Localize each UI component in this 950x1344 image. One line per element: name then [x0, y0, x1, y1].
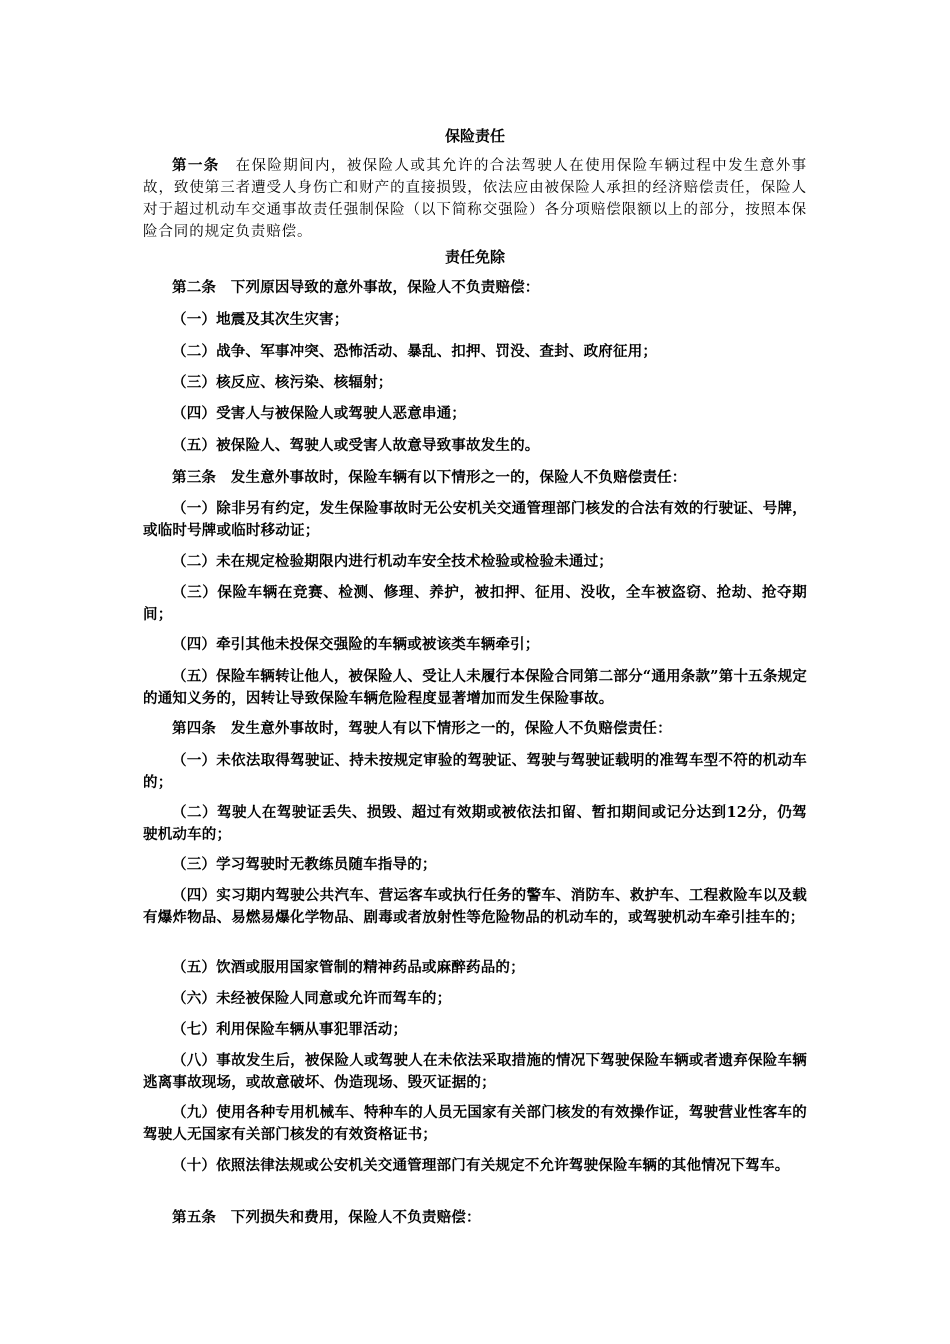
- list-item: （三）核反应、核污染、核辐射；: [172, 374, 393, 391]
- list-item: （七）利用保险车辆从事犯罪活动；: [172, 1021, 408, 1038]
- section-heading-liability: 保险责任: [444, 127, 505, 145]
- list-item: （四）牵引其他未投保交强险的车辆或被该类车辆牵引；: [172, 636, 540, 653]
- list-item: （一）未依法取得驾驶证、持未按规定审验的驾驶证、驾驶与驾驶证载明的准驾车型不符的机动车的；: [143, 752, 807, 791]
- article-3-heading: 第三条 发生意外事故时，保险车辆有以下情形之一的，保险人不负赔偿责任：: [172, 469, 687, 486]
- article-1-text: 在保险期间内，被保险人或其允许的合法驾驶人在使用保险车辆过程中发生意外事故，致使第三者遭受人身伤亡和财产的直接损毁，依法应由被保险人承担的经济赔偿责任，保险人对于超过机动车交通事故责任强制保险（以下简称交强险）各分项赔偿限额以上的部分，按照本保险合同的规定负责赔偿。: [143, 158, 807, 240]
- list-item: （三）学习驾驶时无教练员随车指导的；: [172, 856, 437, 873]
- list-item: （二）未在规定检验期限内进行机动车安全技术检验或检验未通过；: [172, 553, 613, 570]
- section-heading-exclusions: 责任免除: [444, 248, 505, 266]
- article-5-heading: 第五条 下列损失和费用，保险人不负责赔偿：: [172, 1209, 481, 1226]
- list-item: （九）使用各种专用机械车、特种车的人员无国家有关部门核发的有效操作证，驾驶营业性客车的驾驶人无国家有关部门核发的有效资格证书；: [143, 1104, 807, 1143]
- list-item: （六）未经被保险人同意或允许而驾车的；: [172, 990, 452, 1007]
- list-item: （十）依照法律法规或公安机关交通管理部门有关规定不允许驾驶保险车辆的其他情况下驾车。: [172, 1157, 790, 1174]
- list-item: （四）受害人与被保险人或驾驶人恶意串通；: [172, 405, 466, 422]
- list-item: （二）驾驶人在驾驶证丢失、损毁、超过有效期或被依法扣留、暂扣期间或记分达到12分，仍驾驶机动车的；: [143, 804, 807, 843]
- list-item: （五）被保险人、驾驶人或受害人故意导致事故发生的。: [172, 437, 540, 454]
- article-1-label: 第一条: [172, 157, 220, 174]
- list-item: （二）战争、军事冲突、恐怖活动、暴乱、扣押、罚没、查封、政府征用；: [172, 343, 658, 360]
- list-item: （五）保险车辆转让他人，被保险人、受让人未履行本保险合同第二部分“通用条款”第十五条规定的通知义务的，因转让导致保险车辆危险程度显著增加而发生保险事故。: [143, 668, 807, 707]
- list-item: （一）地震及其次生灾害；: [172, 311, 349, 328]
- list-item: （八）事故发生后，被保险人或驾驶人在未依法采取措施的情况下驾驶保险车辆或者遗弃保险车辆逃离事故现场，或故意破坏、伪造现场、毁灭证据的；: [143, 1052, 807, 1091]
- article-2-heading: 第二条 下列原因导致的意外事故，保险人不负责赔偿：: [172, 279, 540, 296]
- article-4-heading: 第四条 发生意外事故时，驾驶人有以下情形之一的，保险人不负赔偿责任：: [172, 720, 672, 737]
- list-item: （三）保险车辆在竞赛、检测、修理、养护，被扣押、征用、没收，全车被盗窃、抢劫、抢夺期间；: [143, 584, 807, 623]
- article-1-paragraph: [143, 155, 807, 243]
- list-item: （五）饮酒或服用国家管制的精神药品或麻醉药品的；: [172, 959, 525, 976]
- list-item: （一）除非另有约定，发生保险事故时无公安机关交通管理部门核发的合法有效的行驶证、号牌，或临时号牌或临时移动证；: [143, 500, 807, 539]
- list-item: （四）实习期内驾驶公共汽车、营运客车或执行任务的警车、消防车、救护车、工程救险车以及载有爆炸物品、易燃易爆化学物品、剧毒或者放射性等危险物品的机动车的，或驾驶机动车牵引挂车的；: [143, 887, 807, 926]
